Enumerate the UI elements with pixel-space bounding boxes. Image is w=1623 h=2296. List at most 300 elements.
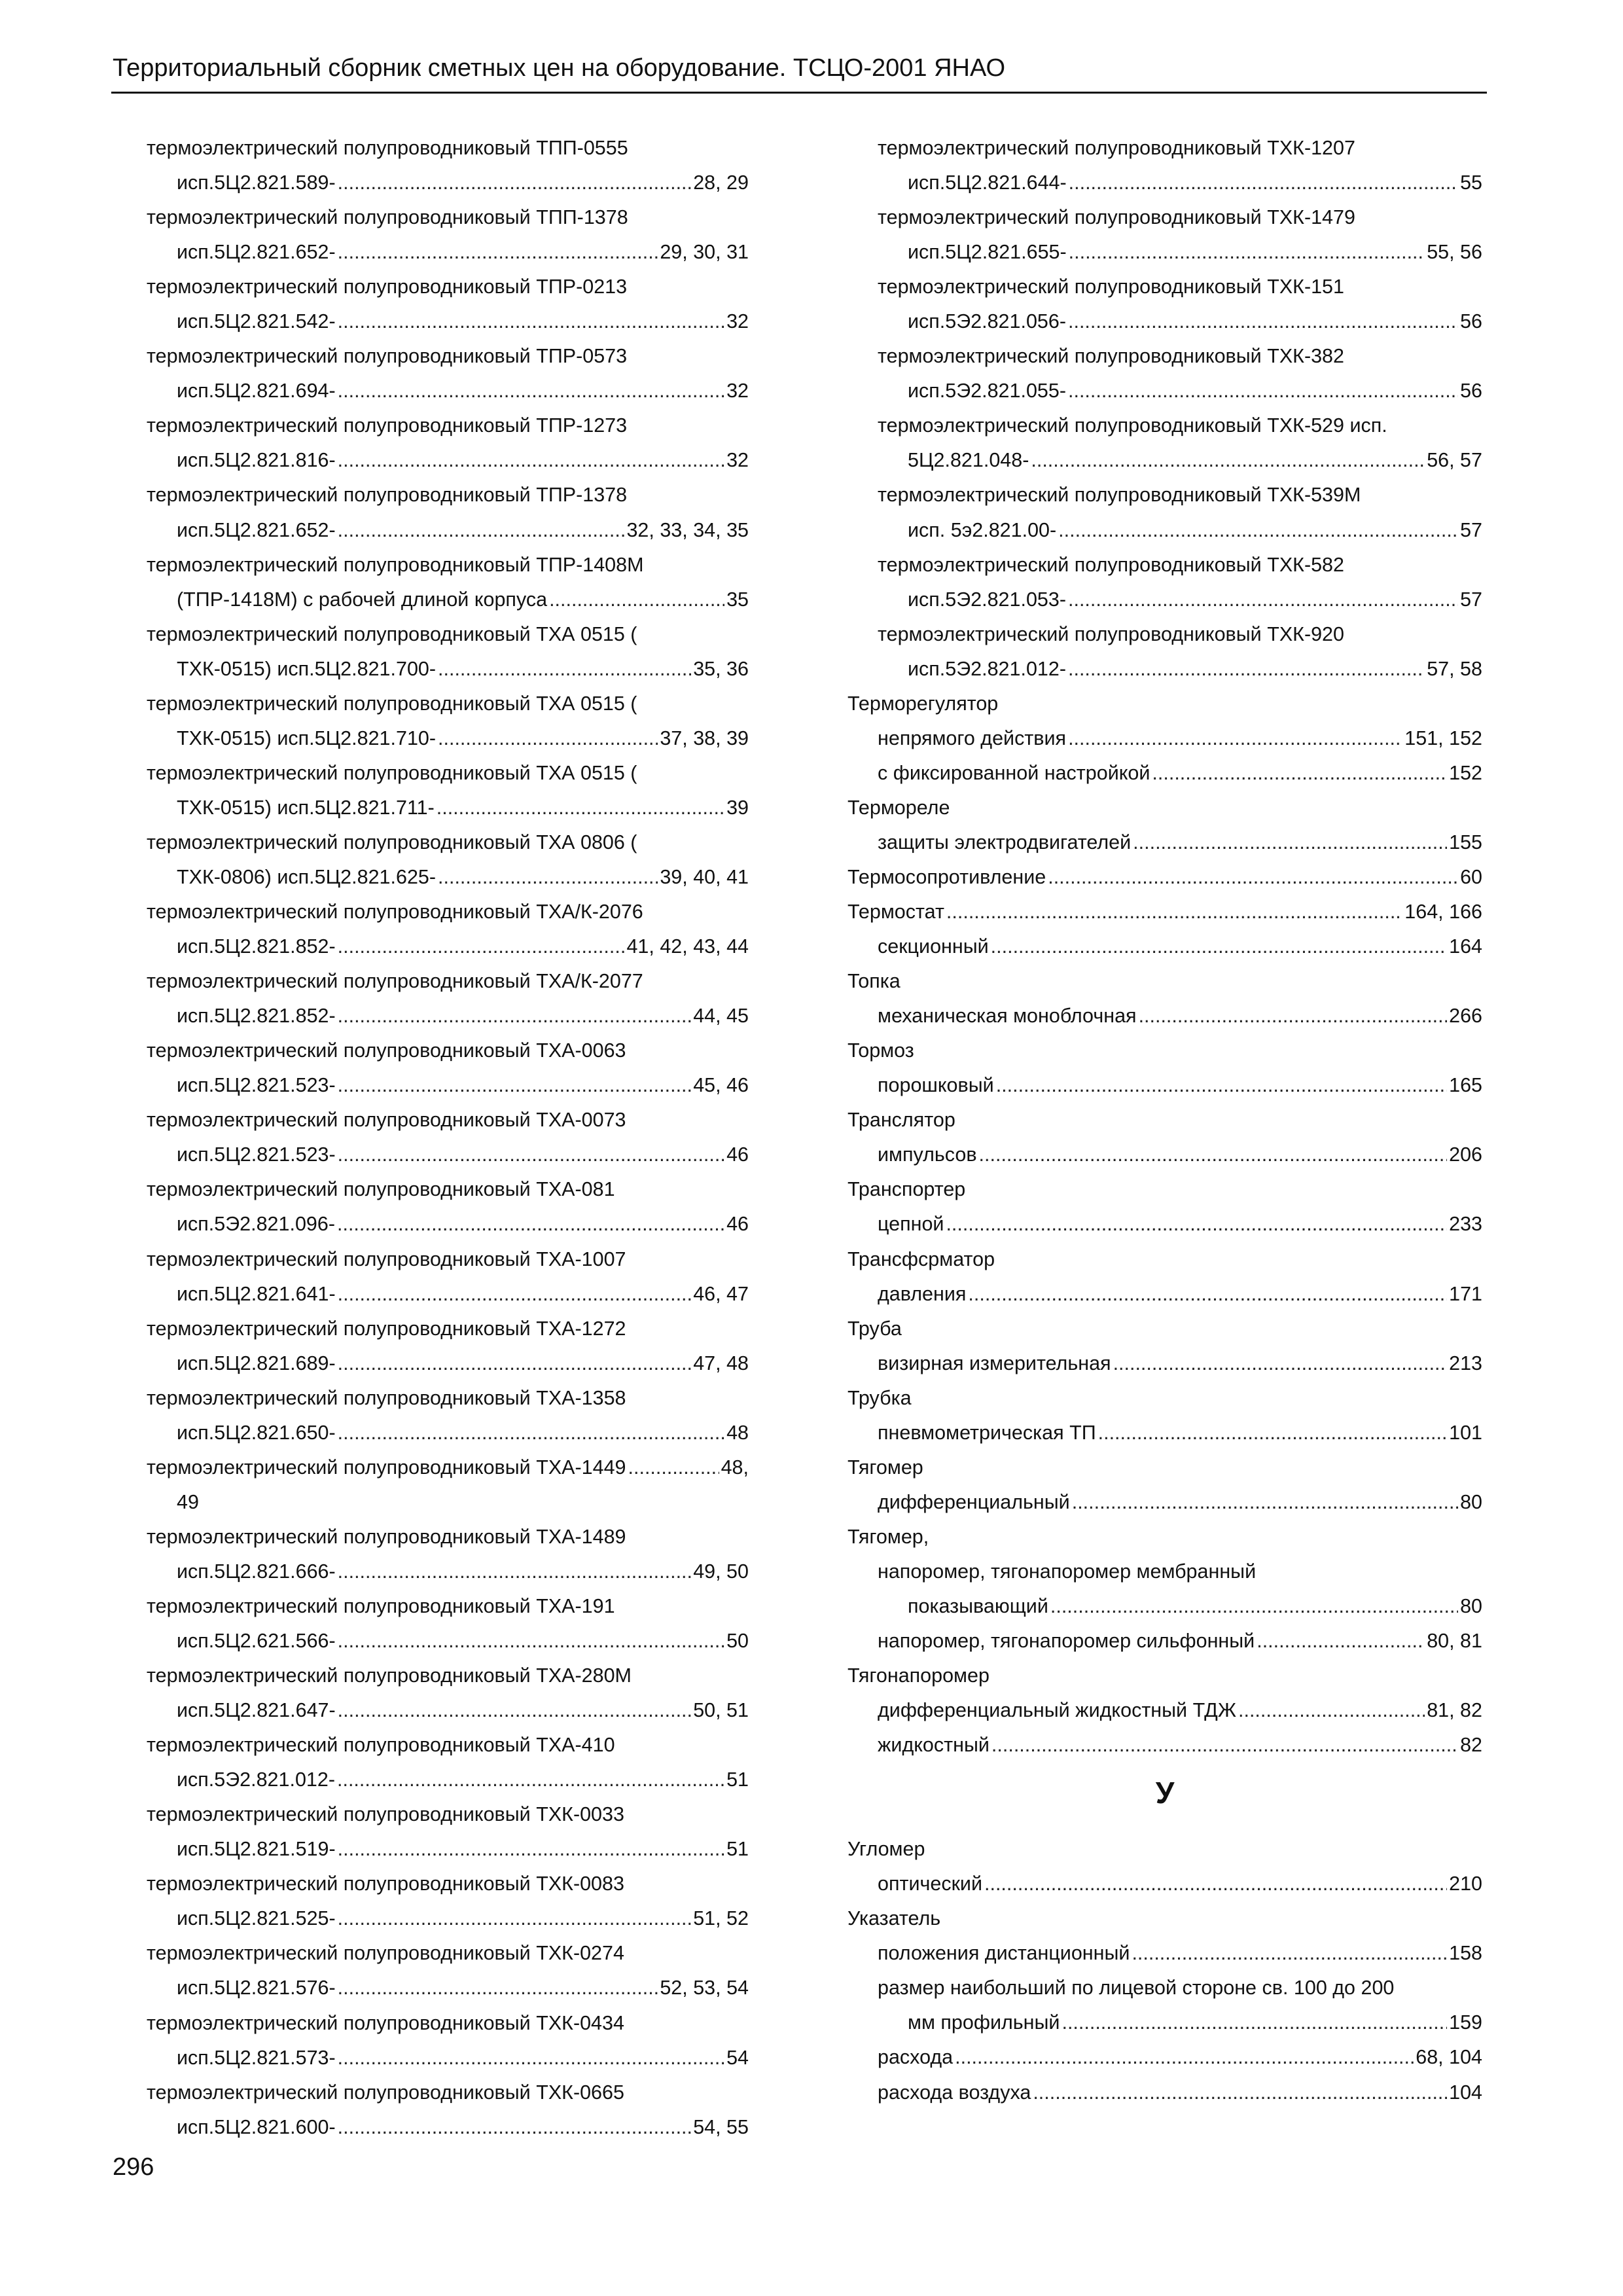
entry-text: 5Ц2.821.048- [908,449,1029,472]
page-refs: 48, [721,1456,749,1479]
entry-text: исп.5Ц2.821.576- [177,1977,336,2000]
index-entry [847,929,1482,964]
page-refs: 60 [1460,865,1482,888]
page-refs: 29, 30, 31 [660,241,749,264]
dot-leader [991,929,1447,964]
index-entry [847,1207,1482,1242]
index-entry-first-line [147,200,749,235]
page-refs: 57 [1460,588,1482,611]
page-refs: 37, 38, 39 [660,726,749,749]
index-entry-first-line [147,1589,749,1624]
entry-text: исп.5Ц2.821.852- [177,935,336,958]
entry-text: напоромер, тягонапоромер сильфонный [878,1630,1255,1653]
index-entry-continuation [147,721,749,756]
entry-text: термоэлектрический полупроводниковый ТХК-1207 [878,137,1355,159]
header-rule [111,92,1487,94]
page-refs: 55 [1460,171,1482,194]
dot-leader [338,443,724,478]
dot-leader [955,2040,1414,2075]
index-entry-first-line [847,1971,1482,2005]
entry-text: термоэлектрический полупроводниковый ТПР-1378 [147,484,628,507]
index-heading [847,1381,1482,1416]
index-heading [847,1312,1482,1346]
entry-text: исп.5Э2.821.053- [908,588,1067,611]
dot-leader [1132,1936,1447,1971]
dot-leader [1133,825,1447,860]
index-entry-first-line [147,964,749,999]
dot-leader [1068,374,1458,408]
index-heading [847,1659,1482,1693]
page-refs: 41, 42, 43, 44 [626,935,749,958]
dot-leader [338,1138,724,1172]
page-refs: 32 [726,449,749,472]
index-entry-first-line [147,617,749,652]
entry-text: ТХК-0515) исп.5Ц2.821.711- [177,796,435,819]
index-heading [847,964,1482,999]
index-entry [847,2075,1482,2110]
index-entry-first-line [147,895,749,929]
page-refs: 159 [1449,2011,1482,2034]
entry-text: термоэлектрический полупроводниковый ТХА/К-2076 [147,901,643,924]
index-entry [847,895,1482,929]
dot-leader [338,1416,724,1450]
index-entry-first-line [147,1033,749,1068]
entry-text: термоэлектрический полупроводниковый ТХК-0274 [147,1942,624,1965]
index-entry [847,721,1482,756]
entry-text: Транслятор [847,1109,955,1132]
index-heading [847,1520,1482,1554]
entry-text: Тягомер [847,1456,923,1479]
dot-leader [338,1971,658,2005]
page-number: 296 [113,2153,154,2181]
index-entry-first-line [147,408,749,443]
index-entry-continuation [147,166,749,200]
page-refs: 51, 52 [693,1907,749,1930]
entry-text: исп.5Ц2.821.600- [177,2115,336,2138]
dot-leader [338,999,692,1033]
index-entry-continuation [147,1554,749,1589]
dot-leader [338,1693,692,1728]
dot-leader [1113,1346,1448,1381]
entry-text: исп.5Ц2.821.523- [177,1074,336,1097]
dot-leader [1061,2005,1447,2040]
entry-text: термоэлектрический полупроводниковый ТПП-1378 [147,206,628,229]
index-entry-continuation [147,1693,749,1728]
index-entry-first-line [847,200,1482,235]
page-refs: 158 [1449,1942,1482,1965]
dot-leader [1069,235,1425,270]
entry-text: жидкостный [878,1734,990,1757]
index-entry-first-line [847,408,1482,443]
entry-text: исп.5Ц2.821.644- [908,171,1067,194]
index-entry-first-line [147,825,749,860]
section-letter: У [1155,1776,1175,1810]
page-refs: 49, 50 [693,1560,749,1583]
index-entry-first-line [147,270,749,304]
entry-text: давления [878,1282,967,1305]
dot-leader [438,860,658,895]
page-refs: 164, 166 [1404,901,1482,924]
page-refs: 55, 56 [1427,241,1482,264]
dot-leader [338,235,658,270]
index-entry-continuation [147,652,749,687]
dot-leader [1068,583,1458,617]
entry-text: порошковый [878,1074,994,1097]
index-entry-first-line [147,1797,749,1832]
index-entry-continuation [147,2110,749,2145]
page-refs: 32 [726,380,749,403]
index-entry-continuation [847,513,1482,548]
entry-text: исп.5Ц2.621.566- [177,1630,336,1653]
dot-leader [338,513,625,548]
page-refs: 56 [1460,380,1482,403]
entry-text: термоэлектрический полупроводниковый ТХК-1479 [878,206,1355,229]
dot-leader [438,652,691,687]
entry-text: с фиксированной настройкой [878,761,1150,784]
dot-leader [338,1624,724,1659]
dot-leader [338,1554,692,1589]
page-refs: 213 [1449,1352,1482,1374]
page-refs: 233 [1449,1213,1482,1236]
dot-leader [437,791,724,825]
entry-text: показывающий [908,1594,1048,1617]
entry-text: ТХК-0806) исп.5Ц2.821.625- [177,865,437,888]
index-entry [847,1936,1482,1971]
page-refs: 57 [1460,518,1482,541]
entry-text: Транспортер [847,1178,966,1201]
entry-text: термоэлектрический полупроводниковый ТПП-0555 [147,137,628,159]
index-entry-first-line [147,2075,749,2110]
page-refs: 39 [726,796,749,819]
entry-text: термоэлектрический полупроводниковый ТПР-1273 [147,414,628,437]
index-entry-first-line [147,1450,749,1485]
dot-leader [338,304,724,339]
dot-leader [996,1068,1447,1103]
index-entry-first-line [847,478,1482,512]
dot-leader [337,1763,724,1797]
entry-text: Термостат [847,901,944,924]
entry-text: ТХК-0515) исп.5Ц2.821.710- [177,726,437,749]
index-entry [847,1277,1482,1312]
entry-text: Тягомер, [847,1525,929,1548]
entry-text: исп.5Э2.821.012- [908,657,1067,680]
index-entry [847,1728,1482,1763]
page-refs: 54, 55 [693,2115,749,2138]
entry-text: исп.5Ц2.821.689- [177,1352,336,1374]
dot-leader [1072,1485,1458,1520]
page-refs: 104 [1449,2081,1482,2104]
page-refs: 32 [726,310,749,333]
dot-leader [1098,1416,1447,1450]
index-entry-continuation [147,513,749,548]
page-refs: 50, 51 [693,1699,749,1722]
entry-text: дифференциальный жидкостный ТДЖ [878,1699,1237,1722]
dot-leader [991,1728,1458,1763]
index-entry-continuation [147,583,749,617]
entry-text: термоэлектрический полупроводниковый ТХА-0063 [147,1039,626,1062]
page-refs: 80 [1460,1594,1482,1617]
page-refs: 35 [726,588,749,611]
dot-leader [1068,721,1402,756]
entry-text: исп.5Ц2.821.852- [177,1005,336,1028]
entry-text: исп.5Ц2.821.694- [177,380,336,403]
index-heading [847,1832,1482,1867]
index-entry [847,825,1482,860]
entry-text: пневмометрическая ТП [878,1421,1096,1444]
index-entry-continuation [147,1068,749,1103]
index-entry-continuation [147,443,749,478]
index-entry-continuation [147,929,749,964]
index-entry-first-line [147,1728,749,1763]
entry-text: термоэлектрический полупроводниковый ТПР-1408М [147,553,644,576]
index-entry-continuation [847,235,1482,270]
page-refs: 266 [1449,1005,1482,1028]
page-refs: 80 [1460,1490,1482,1513]
index-entry-continuation [847,1589,1482,1624]
page-refs: 46 [726,1213,749,1236]
index-entry-continuation [147,1624,749,1659]
page-refs: 56 [1460,310,1482,333]
index-entry-continuation [147,2041,749,2075]
index-entry-first-line [147,687,749,721]
entry-text: ТХК-0515) исп.5Ц2.821.700- [177,657,437,680]
entry-text: термоэлектрический полупроводниковый ТХА-1358 [147,1386,626,1409]
index-entry-first-line [147,339,749,374]
entry-text: Термореле [847,796,950,819]
entry-text: термоэлектрический полупроводниковый ТХА-1449 [147,1456,626,1479]
page-refs: 50 [726,1630,749,1653]
entry-text: механическая моноблочная [878,1005,1137,1028]
page-refs: 57, 58 [1427,657,1482,680]
entry-text: Терморегулятор [847,692,999,715]
dot-leader [338,2110,692,2145]
entry-text: Топка [847,970,901,993]
index-entry-continuation [847,443,1482,478]
index-entry-continuation [147,999,749,1033]
index-entry-continuation [147,1485,749,1520]
page-refs: 28, 29 [693,171,749,194]
index-entry-first-line [847,270,1482,304]
entry-text: исп.5Ц2.821.652- [177,241,336,264]
page-refs: 47, 48 [693,1352,749,1374]
page-refs: 56, 57 [1427,449,1482,472]
entry-text: термоэлектрический полупроводниковый ТХК-582 [878,553,1344,576]
index-heading [847,791,1482,825]
entry-text: термоэлектрический полупроводниковый ТХА-081 [147,1178,615,1201]
entry-text: исп. 5э2.821.00- [908,518,1057,541]
index-entry-continuation [847,166,1482,200]
entry-text: визирная измерительная [878,1352,1111,1374]
dot-leader [338,1068,692,1103]
dot-leader [979,1138,1448,1172]
index-entry-first-line [147,756,749,791]
page-refs: 81, 82 [1427,1699,1482,1722]
index-entry-first-line [147,1381,749,1416]
index-entry-first-line [147,2006,749,2041]
entry-text: непрямого действия [878,726,1067,749]
entry-text: термоэлектрический полупроводниковый ТХА-1489 [147,1525,626,1548]
entry-text: термоэлектрический полупроводниковый ТХК-0083 [147,1873,624,1895]
dot-leader [338,1832,724,1867]
index-entry-first-line [147,131,749,166]
index-entry-first-line [147,548,749,583]
dot-leader [1257,1624,1425,1659]
index-entry-first-line [147,478,749,512]
entry-text: исп.5Ц2.821.589- [177,171,336,194]
index-entry-first-line [147,1659,749,1693]
index-entry [847,1867,1482,1901]
dot-leader [1152,756,1447,791]
page-refs: 151, 152 [1404,726,1482,749]
index-entry-continuation [147,1971,749,2005]
page-refs: 32, 33, 34, 35 [626,518,749,541]
entry-text: (ТПР-1418М) с рабочей длиной корпуса [177,588,548,611]
entry-text: Трубка [847,1386,912,1409]
page-refs: 51 [726,1838,749,1861]
index-entry [847,860,1482,895]
entry-text: термоэлектрический полупроводниковый ТХК-529 исп. [878,414,1387,437]
index-entry-continuation [147,1277,749,1312]
page-refs: 54 [726,2046,749,2069]
index-entry-continuation [147,1901,749,1936]
index-heading [847,1450,1482,1485]
entry-text: исп.5Ц2.821.647- [177,1699,336,1722]
page-refs: 35, 36 [693,657,749,680]
dot-leader [1068,652,1425,687]
index-entry [847,1485,1482,1520]
index-entry-continuation [147,1832,749,1867]
dot-leader [946,895,1402,929]
page-refs: 52, 53, 54 [660,1977,749,2000]
dot-leader [338,1901,692,1936]
index-column-right [847,131,1482,2110]
dot-leader [1048,860,1458,895]
entry-text: термоэлектрический полупроводниковый ТХА 0515 ( [147,692,637,715]
index-entry [847,1346,1482,1381]
index-entry-continuation [147,235,749,270]
index-entry [847,1693,1482,1728]
entry-text: исп.5Ц2.821.573- [177,2046,336,2069]
index-entry-continuation [847,2005,1482,2040]
entry-text: исп.5Ц2.821.542- [177,310,336,333]
index-entry-first-line [147,1242,749,1277]
entry-text: Термосопротивление [847,865,1046,888]
index-entry [847,1138,1482,1172]
entry-text: импульсов [878,1143,977,1166]
entry-text: исп.5Ц2.821.641- [177,1282,336,1305]
entry-text: дифференциальный [878,1490,1070,1513]
entry-text: цепной [878,1213,944,1236]
dot-leader [338,166,692,200]
index-entry-continuation [847,583,1482,617]
index-entry-first-line [847,1554,1482,1589]
index-entry [847,1624,1482,1659]
index-entry [847,2040,1482,2075]
dot-leader [549,583,724,617]
dot-leader [338,1346,692,1381]
page-refs: 46 [726,1143,749,1166]
entry-text: размер наибольший по лицевой стороне св. 100 до 200 [878,1977,1395,2000]
index-heading [847,1103,1482,1138]
index-entry-first-line [847,617,1482,652]
index-entry-first-line [147,1867,749,1901]
entry-text: термоэлектрический полупроводниковый ТХА-1007 [147,1247,626,1270]
entry-text: Труба [847,1317,902,1340]
index-heading [847,1901,1482,1936]
index-entry-continuation [147,1138,749,1172]
page-refs: 39, 40, 41 [660,865,749,888]
entry-text: исп.5Э2.821.056- [908,310,1067,333]
dot-leader [338,1277,692,1312]
dot-leader [1033,2075,1447,2110]
entry-text: термоэлектрический полупроводниковый ТХА 0806 ( [147,831,637,853]
dot-leader [628,1450,719,1485]
index-entry-continuation [147,1207,749,1242]
index-entry-continuation [147,1763,749,1797]
entry-text: термоэлектрический полупроводниковый ТХК-382 [878,345,1344,368]
entry-text: положения дистанционный [878,1942,1130,1965]
entry-text: Трансфсрматор [847,1247,995,1270]
dot-leader [438,721,658,756]
entry-text: исп.5Ц2.821.666- [177,1560,336,1583]
index-entry-first-line [847,548,1482,583]
entry-text: оптический [878,1873,983,1895]
page-refs: 82 [1460,1734,1482,1757]
dot-leader [984,1867,1447,1901]
page-refs: 165 [1449,1074,1482,1097]
dot-leader [337,1207,724,1242]
dot-leader [1069,166,1458,200]
dot-leader [338,929,625,964]
entry-text: термоэлектрический полупроводниковый ТХА-191 [147,1594,615,1617]
entry-text: Угломер [847,1838,925,1861]
entry-text: исп.5Э2.821.012- [177,1768,336,1791]
index-heading [847,1033,1482,1068]
entry-text: исп.5Ц2.821.523- [177,1143,336,1166]
page-refs: 68, 104 [1416,2046,1482,2069]
dot-leader [968,1277,1447,1312]
entry-text: термоэлектрический полупроводниковый ТХК-920 [878,622,1344,645]
index-entry-first-line [147,1520,749,1554]
entry-text: мм профильный [908,2011,1060,2034]
dot-leader [338,374,724,408]
index-entry [847,999,1482,1033]
index-entry-continuation [147,374,749,408]
index-entry-continuation [147,1416,749,1450]
index-entry-first-line [147,1936,749,1971]
index-entry-first-line [147,1312,749,1346]
page-refs: 80, 81 [1427,1630,1482,1653]
entry-text: термоэлектрический полупроводниковый ТХА/К-2077 [147,970,643,993]
entry-text: защиты электродвигателей [878,831,1132,853]
entry-text: исп.5Ц2.821.652- [177,518,336,541]
page-refs: 101 [1449,1421,1482,1444]
entry-text: термоэлектрический полупроводниковый ТХА 0515 ( [147,622,637,645]
page-refs: 46, 47 [693,1282,749,1305]
page-refs: 155 [1449,831,1482,853]
dot-leader [1068,304,1458,339]
entry-text: исп.5Э2.821.096- [177,1213,336,1236]
entry-text: расхода [878,2046,954,2069]
index-entry-first-line [147,1103,749,1138]
entry-text: термоэлектрический полупроводниковый ТХК-151 [878,276,1344,298]
index-entry [847,1416,1482,1450]
page-refs: 152 [1449,761,1482,784]
index-entry-continuation [847,652,1482,687]
entry-text: термоэлектрический полупроводниковый ТПР-0573 [147,345,628,368]
index-entry-continuation [147,1346,749,1381]
entry-text: Указатель [847,1907,941,1930]
